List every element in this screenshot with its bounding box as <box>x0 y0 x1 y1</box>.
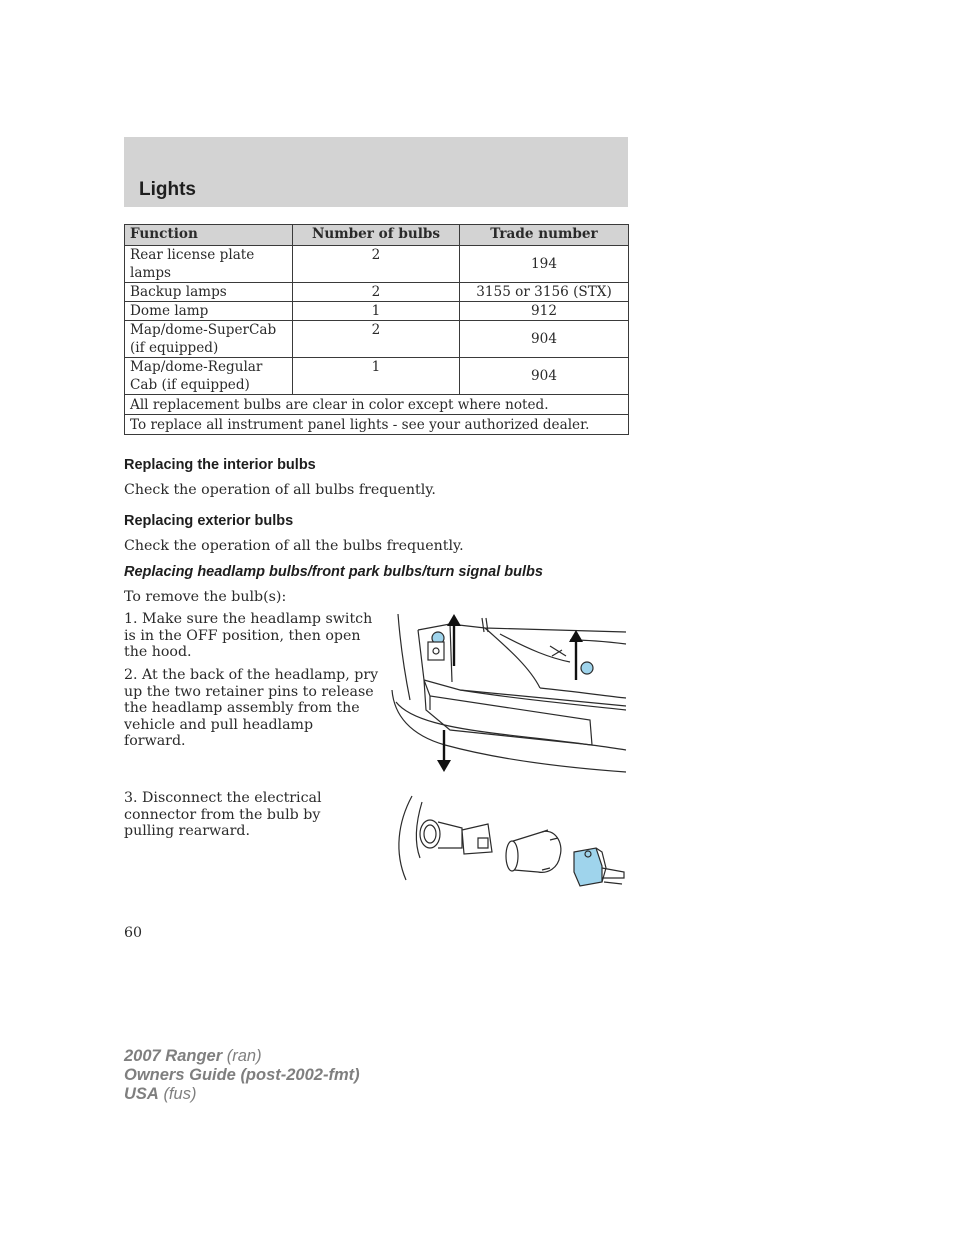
table-row <box>125 283 629 302</box>
step-2-text: 2. At the back of the headlamp, pry up the two retainer pins to release the headlamp assembly from the vehicle and pull headlamp forward. <box>124 667 379 749</box>
table-row <box>125 321 629 358</box>
bulb-table <box>124 224 629 435</box>
cell-function: Backup lamps <box>125 283 293 302</box>
table-note: All replacement bulbs are clear in color except where noted. <box>125 395 629 415</box>
cell-trade: 904 <box>460 358 629 395</box>
footer-line-guide <box>124 1066 360 1085</box>
step-3-text: 3. Disconnect the electrical connector from the bulb by pulling rearward. <box>124 790 322 839</box>
cell-count: 2 <box>293 246 460 283</box>
cell-count: 1 <box>293 358 460 395</box>
table-row <box>125 302 629 321</box>
footer-market: USA <box>124 1085 159 1103</box>
footer-line-model <box>124 1047 360 1066</box>
cell-count: 2 <box>293 321 460 358</box>
table-note-row <box>125 415 629 435</box>
cell-function: Map/dome-Regular Cab (if equipped) <box>125 358 293 395</box>
step-1-text: 1. Make sure the headlamp switch is in the OFF position, then open the hood. <box>124 611 373 660</box>
cell-trade: 904 <box>460 321 629 358</box>
footer-guide: Owners Guide (post-2002-fmt) <box>124 1066 360 1084</box>
cell-trade: 912 <box>460 302 629 321</box>
footer-model-code: (ran) <box>226 1047 262 1065</box>
page-number: 60 <box>124 925 143 941</box>
table-row <box>125 246 629 283</box>
cell-function: Rear license plate lamps <box>125 246 293 283</box>
exterior-bulbs-text: Check the operation of all the bulbs frequently. <box>124 538 464 554</box>
table-note-row <box>125 395 629 415</box>
exterior-bulbs-heading: Replacing exterior bulbs <box>124 513 294 529</box>
column-header-function: Function <box>125 225 293 246</box>
column-header-number-of-bulbs: Number of bulbs <box>293 225 460 246</box>
cell-function: Dome lamp <box>125 302 293 321</box>
headlamp-removal-illustration <box>390 610 630 775</box>
document-footer <box>124 1047 360 1104</box>
column-header-trade-number: Trade number <box>460 225 629 246</box>
footer-market-code: (fus) <box>163 1085 197 1103</box>
cell-function: Map/dome-SuperCab (if equipped) <box>125 321 293 358</box>
footer-model: 2007 Ranger <box>124 1047 223 1065</box>
interior-bulbs-text: Check the operation of all bulbs frequently. <box>124 482 436 498</box>
section-header-band <box>124 137 628 207</box>
table-header-row <box>125 225 629 246</box>
interior-bulbs-heading: Replacing the interior bulbs <box>124 457 316 473</box>
headlamp-bulbs-heading: Replacing headlamp bulbs/front park bulbs/turn signal bulbs <box>124 564 543 580</box>
section-title: Lights <box>139 179 196 200</box>
headlamp-intro-text: To remove the bulb(s): <box>124 589 287 605</box>
bulb-connector-illustration <box>392 792 632 892</box>
cell-count: 2 <box>293 283 460 302</box>
footer-line-market <box>124 1085 360 1104</box>
cell-trade: 194 <box>460 246 629 283</box>
table-row <box>125 358 629 395</box>
cell-trade: 3155 or 3156 (STX) <box>460 283 629 302</box>
table-note: To replace all instrument panel lights - see your authorized dealer. <box>125 415 629 435</box>
cell-count: 1 <box>293 302 460 321</box>
